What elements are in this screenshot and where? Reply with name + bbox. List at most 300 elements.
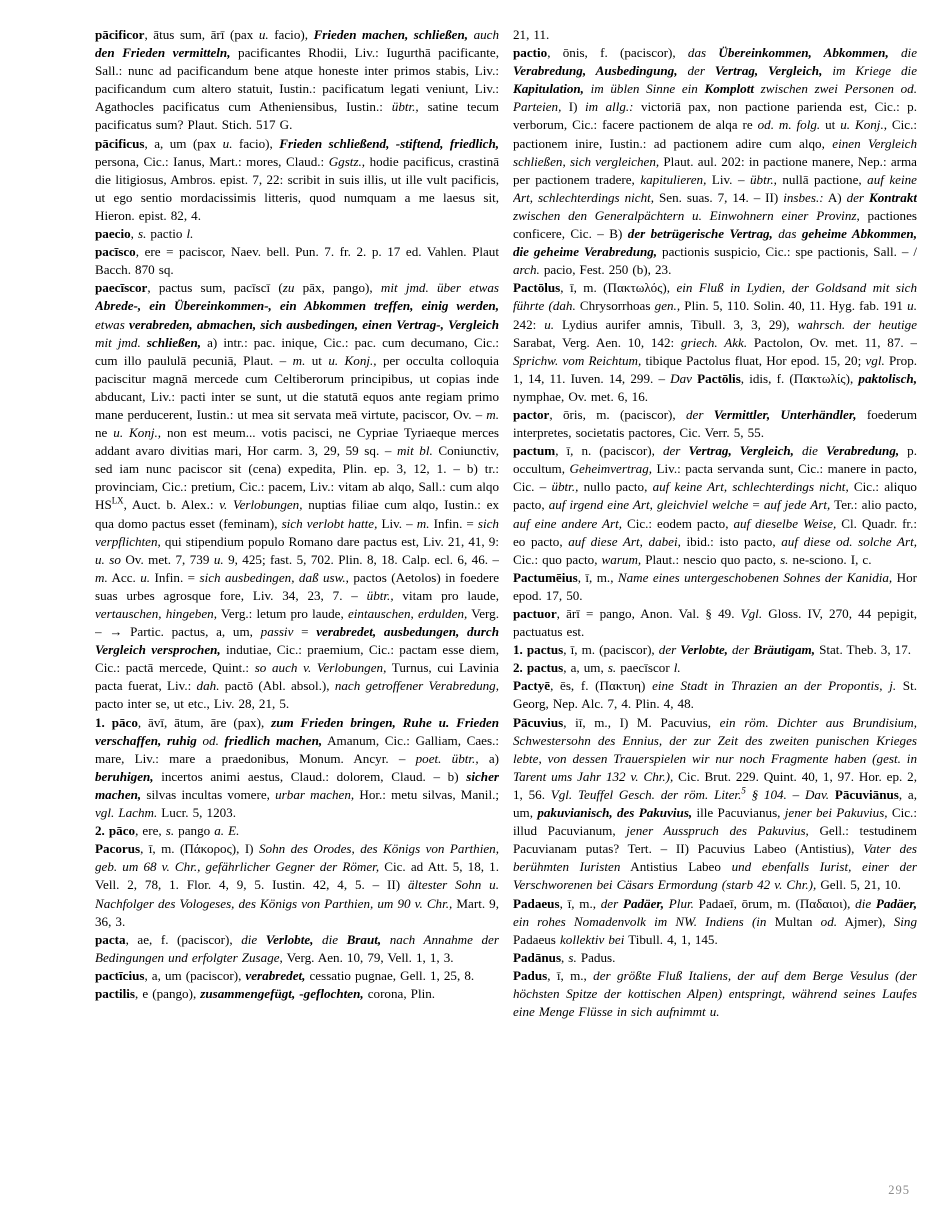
- entry-text-segment: indutiae, Cic.: praemium, Cic.: pactam esse diem, Cic.: pactā mercede, Quint.:: [95, 642, 499, 676]
- dictionary-entry: [513, 659, 917, 677]
- entry-text-segment: a. E.: [214, 823, 240, 839]
- entry-text-segment: m.: [95, 569, 108, 585]
- entry-text-segment: pactuor: [513, 606, 557, 621]
- entry-text-segment: pactio: [146, 226, 187, 242]
- entry-text-segment: =: [293, 624, 317, 640]
- entry-text-segment: Cic.: eodem pacto,: [622, 515, 734, 531]
- entry-text-segment: Verg. – → Partic. pactus, a, um,: [95, 606, 499, 640]
- entry-text-segment: griech. Akk.: [680, 334, 748, 350]
- entry-text-segment: ut: [305, 352, 329, 368]
- entry-text-segment: 1. pactus: [513, 642, 564, 658]
- entry-text-segment: den Frieden vermitteln,: [95, 45, 231, 61]
- entry-text-segment: Pactōlis: [697, 370, 741, 386]
- entry-text-segment: pāx, pango),: [294, 280, 381, 296]
- entry-text-segment: s.: [137, 226, 147, 242]
- entry-text-segment: , ārī = pango, Anon. Val. § 49.: [556, 606, 741, 621]
- entry-text-segment: Sprichw. vom Reichtum,: [513, 352, 642, 368]
- entry-text-segment: Verg. Aen. 10, 79, Vell. 1, 1, 3.: [282, 949, 454, 965]
- entry-text-segment: pactos (Aetolos) in foedere suas urbes agrosque fore, Liv. 34, 23, 7. –: [95, 569, 499, 603]
- entry-text-segment: , ēs, f. (Πακτυη): [550, 678, 653, 694]
- entry-text-segment: Hor epod. 17, 50.: [513, 569, 917, 603]
- entry-text-segment: übtr.,: [391, 99, 419, 115]
- entry-text-segment: , ōnis, f. (paciscor),: [547, 45, 688, 61]
- entry-text-segment: Cic. Brut. 229. Quint. 40, 1, 97. Hor. ep. 2, 1, 56.: [513, 768, 917, 802]
- entry-text-segment: a): [478, 750, 499, 766]
- dictionary-entry: [95, 714, 499, 823]
- dictionary-entry: [95, 279, 499, 713]
- entry-text-segment: jener bei Pakuvius,: [784, 805, 888, 821]
- entry-text-segment: , ī, n. (paciscor),: [555, 443, 663, 459]
- entry-text-segment: auf keine Art, schlechterdings nicht,: [652, 479, 849, 495]
- dictionary-entry: [513, 714, 917, 895]
- entry-text-segment: tibique Pactolus fluat, Hor epod. 15, 20;: [641, 352, 866, 368]
- entry-text-segment: Cic.: illud Pacuvianum,: [513, 805, 917, 839]
- entry-text-segment: u.: [907, 298, 917, 314]
- entry-text-segment: u. Konj.,: [840, 117, 887, 133]
- entry-text-segment: beruhigen,: [95, 768, 154, 784]
- entry-text-segment: jener Ausspruch des Pakuvius,: [626, 823, 809, 839]
- entry-text-segment: , pactus sum, pacīscī (: [147, 280, 283, 296]
- entry-text-segment: Sing: [893, 913, 917, 929]
- entry-text-segment: Plaut.: nescio quo pacto,: [641, 551, 781, 567]
- entry-text-segment: facio),: [232, 135, 280, 151]
- entry-text-segment: pacīsco: [95, 244, 136, 260]
- entry-text-segment: ,: [561, 949, 569, 965]
- entry-text-segment: die: [855, 895, 876, 911]
- entry-text-segment: facio),: [268, 27, 314, 42]
- entry-text-segment: ut: [820, 117, 841, 133]
- entry-text-segment: Komplott: [704, 81, 754, 97]
- entry-text-segment: pactilis: [95, 985, 136, 1001]
- entry-text-segment: Cic. ad Att. 5, 18, 1. Vell. 2, 78, 1. Flor. 4, 9, 5. Iustin. 42, 4, 5. – II): [95, 859, 499, 893]
- entry-text-segment: die: [888, 45, 917, 61]
- entry-text-segment: s.: [568, 949, 577, 965]
- entry-text-segment: 5: [741, 785, 746, 796]
- entry-text-segment: u.: [258, 27, 269, 42]
- entry-text-segment: kapitulieren,: [640, 171, 707, 187]
- entry-text-segment: Hor.: metu silvas, Manil.;: [354, 786, 499, 802]
- entry-text-segment: ältester Sohn u. Nachfolger des Vologeses, des Königs von Parthien, um 90 v. Chr.,: [95, 877, 499, 911]
- entry-text-segment: non est meum... votis pacisci, ne Cypriae Tyriaeque merces addant avaro divitias mari, Hor carm. 3, 29, 59 sq. –: [95, 425, 499, 459]
- entry-text-segment: –: [786, 786, 805, 802]
- entry-text-segment: paecio: [95, 226, 131, 242]
- entry-text-segment: Gell.: testudinem Pacuvianam putas? Tert. – II) Pacuvius Labeo (Antistius),: [513, 823, 917, 857]
- entry-text-segment: warum,: [601, 551, 642, 567]
- entry-text-segment: auf diese od. solche Art,: [781, 533, 917, 549]
- entry-text-segment: das: [772, 226, 802, 242]
- entry-text-segment: Infin. =: [150, 569, 200, 585]
- entry-text-segment: poet. übtr.,: [415, 750, 479, 766]
- entry-text-segment: u.: [140, 569, 151, 585]
- entry-text-segment: zwischen zwei Personen od. Parteien,: [513, 81, 917, 115]
- entry-text-segment: das: [687, 45, 719, 61]
- entry-text-segment: Infin. =: [429, 515, 478, 531]
- entry-text-segment: Ter.: alio pacto,: [830, 497, 917, 513]
- entry-text-segment: ein Fluß in Lydien, der Goldsand mit sich führte (dah.: [513, 280, 917, 314]
- entry-text-segment: od. m. folg.: [757, 117, 821, 133]
- entry-text-segment: pacta: [95, 931, 126, 947]
- entry-text-segment: j.: [889, 678, 897, 694]
- entry-text-segment: Verlobte,: [680, 642, 728, 658]
- entry-text-segment: Vater des berühmten Iuristen: [513, 841, 917, 875]
- entry-text-segment: persona, Cic.: Ianus, Mart.: mores, Claud.:: [95, 153, 329, 169]
- entry-text-segment: geheime Abkommen, die geheime Verabredung,: [513, 226, 917, 260]
- entry-text-segment: Multan: [766, 913, 821, 929]
- entry-text-segment: 9, 425; fast. 5, 702. Plin. 8, 18. Calp. ecl. 6, 46. –: [223, 551, 499, 567]
- entry-text-segment: Verlobte,: [265, 931, 314, 947]
- entry-text-segment: , a, um (pax: [144, 135, 223, 151]
- entry-text-segment: der: [846, 189, 869, 205]
- entry-text-segment: pactō (Abl. absol.),: [219, 678, 335, 694]
- dictionary-entry: [95, 135, 499, 225]
- entry-text-segment: Padäer,: [622, 895, 665, 911]
- entry-text-segment: ibid.: isto pacto,: [680, 533, 782, 549]
- entry-text-segment: u. Konj.,: [113, 425, 162, 441]
- entry-text-segment: zu: [282, 280, 295, 296]
- entry-text-segment: m.: [486, 406, 499, 422]
- entry-text-segment: Pactolon, Ov. met. 11, 87. –: [747, 334, 917, 350]
- entry-text-segment: , ī, m.,: [559, 895, 601, 911]
- entry-text-segment: foederum interpretes, societatis pactores, Cic. Verr. 5, 55.: [513, 406, 917, 441]
- entry-text-segment: Vgl. Teuffel Gesch. der röm. Liter.: [550, 786, 742, 802]
- entry-text-segment: Padäer,: [875, 895, 917, 911]
- entry-text-segment: Coniunctiv, sed iam nunc paciscor sit (cena) expedita, Plin. ep. 3, 12, 1. – b) tr.: provinciam, Cic.: pretium, Cic.: pacem, Liv.: vitam ab alqo, Sall.: cum alqo HS: [95, 443, 499, 513]
- entry-text-segment: , ae, f. (paciscor),: [125, 931, 242, 947]
- entry-text-segment: Gloss. IV, 270, 44 pepigit, pactuatus est.: [513, 606, 917, 640]
- entry-text-segment: verabredet, ausbedungen, durch Vergleich versprochen,: [95, 624, 499, 658]
- entry-text-segment: vgl. Lachm.: [95, 805, 158, 821]
- entry-text-segment: Cic.: pactionem inire, Iustin.: ad pactionem adire cum alqo,: [513, 117, 917, 151]
- entry-text-segment: der: [677, 63, 715, 79]
- entry-text-segment: Kontrakt: [868, 189, 917, 205]
- entry-text-segment: Lydius aurifer amnis, Tibull. 3, 3, 29),: [554, 316, 798, 332]
- entry-text-segment: Sarabat, Verg. Aen. 10, 142:: [513, 334, 681, 350]
- entry-text-segment: Gell. 5, 21, 10.: [816, 877, 901, 893]
- entry-text-segment: Verabredung,: [826, 443, 900, 459]
- entry-text-segment: der: [685, 406, 714, 422]
- entry-text-segment: auf keine Art, schlechterdings nicht,: [513, 171, 917, 205]
- entry-text-segment: Ggstz.,: [328, 153, 366, 169]
- entry-text-segment: Plaut. aul. 202: in pactione manere, Nep.: arma per pactionem tradere,: [513, 153, 917, 187]
- entry-text-segment: incertos animi aestus, Claud.: dolorem, Claud. – b): [153, 768, 467, 784]
- entry-text-segment: nach getroffener Verabredung,: [334, 678, 499, 694]
- entry-text-segment: l.: [673, 660, 681, 676]
- dictionary-entry: [95, 985, 499, 1003]
- dictionary-entry: [95, 840, 499, 930]
- entry-text-segment: I): [561, 99, 585, 115]
- entry-text-segment: mit bl.: [396, 443, 433, 459]
- entry-text-segment: übtr.,: [551, 479, 579, 495]
- entry-text-segment: der: [662, 443, 689, 459]
- left-column: [95, 26, 499, 1021]
- entry-text-segment: s.: [165, 823, 175, 839]
- entry-text-segment: einen Vergleich schließen, sich vergleichen,: [513, 135, 917, 169]
- dictionary-entry: [513, 641, 917, 659]
- entry-text-segment: satine tecum pacificatus sum? Plaut. Stich. 517 G.: [95, 99, 499, 133]
- entry-text-segment: pacificantes Rhodii, Liv.: Iugurthā pacificante, Sall.: nunc ad pacificandum bene atque honeste inter primos stabis, Liv.: pacificandum cum altero statuit, Iustin.: pacificatum legati veniunt, Liv.: Agathocles pacificatus cum Atheniensibus, Iustin.:: [95, 45, 499, 115]
- entry-text-segment: die: [313, 931, 347, 947]
- entry-text-segment: u.: [213, 551, 224, 567]
- entry-text-segment: Liv. –: [377, 515, 417, 531]
- entry-text-segment: urbar machen,: [275, 786, 355, 802]
- entry-text-segment: pactiones conficere, Cic. – B): [513, 207, 917, 242]
- entry-text-segment: ne-sciono. I, c.: [788, 551, 872, 567]
- entry-text-segment: sich ausbedingen, daß usw.,: [199, 569, 349, 585]
- entry-text-segment: kollektiv bei: [559, 931, 625, 947]
- right-column: [513, 26, 917, 1021]
- entry-text-segment: Tibull. 4, 1, 145.: [624, 931, 718, 947]
- dictionary-entry: [513, 967, 917, 1021]
- dictionary-entry: [95, 822, 499, 840]
- entry-text-segment: corona, Plin.: [363, 985, 436, 1001]
- dictionary-entry: [513, 442, 917, 569]
- dictionary-entry: [513, 279, 917, 406]
- entry-text-segment: vgl.: [865, 352, 885, 368]
- entry-text-segment: s.: [607, 660, 617, 676]
- entry-text-segment: qui stipendium populo Romano dare pactus est, Liv. 21, 41, 9:: [160, 533, 499, 549]
- entry-text-segment: Vertrag, Vergleich,: [688, 443, 794, 459]
- entry-text-segment: der: [727, 642, 754, 658]
- entry-text-segment: Bräutigam,: [753, 642, 816, 658]
- entry-text-segment: paecīscor: [616, 660, 674, 676]
- entry-text-segment: paecīscor: [95, 280, 148, 296]
- text-columns: [95, 26, 917, 1021]
- entry-text-segment: nymphae, Ov. met. 6, 16.: [513, 388, 649, 404]
- entry-text-segment: nullā pactione,: [776, 171, 868, 187]
- entry-text-segment: eine Stadt in Thrazien an der Propontis,: [652, 678, 883, 694]
- entry-text-segment: 1. pāco: [95, 714, 138, 730]
- entry-text-segment: u. Konj.,: [328, 352, 377, 368]
- entry-text-segment: Name eines untergeschobenen Sohnes der Kanidia,: [617, 569, 893, 585]
- entry-text-segment: v. Verlobungen,: [219, 497, 303, 513]
- entry-text-segment: Ajmer),: [837, 913, 894, 929]
- entry-text-segment: ille Pacuvianus,: [692, 805, 785, 821]
- entry-text-segment: der: [658, 642, 681, 658]
- entry-text-segment: so auch v. Verlobungen,: [254, 660, 387, 676]
- entry-text-segment: Antistius Labeo: [620, 859, 732, 875]
- entry-text-segment: a) intr.: pac. inique, Cic.: pac. cum decumano, Cic.: cum illo paululā pecuniā, Plaut. –: [95, 334, 499, 368]
- entry-text-segment: Dav: [670, 370, 692, 386]
- entry-text-segment: Liv. –: [706, 171, 750, 187]
- entry-text-segment: Frieden schließend, -stiftend, friedlich,: [279, 135, 499, 151]
- entry-text-segment: Vgl.: [740, 606, 763, 621]
- entry-text-segment: sich verpflichten,: [95, 515, 499, 549]
- entry-text-segment: pācificor: [95, 27, 145, 42]
- entry-text-segment: und ebenfalls Iurist, einer der Verschworenen bei Cäsars Ermordung (starb 42 v. Chr.),: [513, 859, 917, 893]
- entry-text-segment: Acc.: [107, 569, 141, 585]
- entry-text-segment: sicher machen,: [95, 768, 499, 802]
- entry-text-segment: Pactōlus: [513, 280, 561, 296]
- entry-text-segment: , a, um (paciscor),: [144, 967, 246, 983]
- entry-text-segment: Prop. 1, 14, 11. Iuven. 14, 299. –: [513, 352, 917, 386]
- entry-text-segment: Cic.: aliquo pacto,: [513, 479, 917, 513]
- entry-text-segment: pakuvianisch, des Pakuvius,: [537, 805, 693, 821]
- entry-text-segment: übtr.,: [366, 587, 394, 603]
- entry-text-segment: passiv: [260, 624, 294, 640]
- entry-text-segment: m.: [416, 515, 430, 531]
- entry-text-segment: schließen,: [146, 334, 202, 350]
- entry-text-segment: , idis, f. (Πακτωλίς),: [740, 370, 859, 386]
- entry-text-segment: Sen. suas. 7, 14. – II): [654, 189, 784, 205]
- dictionary-entry: [513, 605, 917, 641]
- entry-text-segment: per occulta colloquia paciscitur magnā mercede cum Celtiberorum principibus, ut copias inde abducant, Liv.: pacti inter se sunt, ut die statutā equos ante regiam primo mane perducerent, Iustin.: ut mea sit servata meā virtute, paciscor, Ov. –: [95, 352, 499, 422]
- entry-text-segment: LX: [111, 496, 124, 507]
- entry-text-segment: , a, um,: [563, 660, 608, 676]
- entry-text-segment: auf jede Art,: [763, 497, 831, 513]
- entry-text-segment: im allg.:: [584, 99, 634, 115]
- entry-text-segment: Vermittler, Unterhändler,: [713, 406, 857, 422]
- entry-text-segment: pactīcius: [95, 967, 145, 983]
- entry-text-segment: vertauschen, hingeben,: [95, 606, 217, 621]
- entry-text-segment: Padaeus: [513, 931, 560, 947]
- entry-text-segment: Amanum, Cic.: Galliam, Caes.: mare, Liv.: mare a praedonibus, Monum. Ancyr. –: [95, 732, 499, 766]
- entry-text-segment: Übereinkommen, Abkommen,: [718, 45, 889, 61]
- entry-text-segment: pacto inter se, ut etc., Liv. 28, 21, 5.: [95, 696, 290, 712]
- entry-text-segment: , ere = paciscor, Naev. bell. Pun. 7. fr. 2. p. 17 ed. Vahlen. Plaut Bacch. 870 sq.: [95, 244, 499, 278]
- entry-text-segment: , a, um,: [513, 786, 917, 821]
- entry-text-segment: auf diese Art, dabei,: [568, 533, 681, 549]
- entry-text-segment: cessatio pugnae, Gell. 1, 25, 8.: [305, 967, 475, 983]
- entry-text-segment: auf dieselbe Weise,: [733, 515, 837, 531]
- entry-text-segment: 2. pactus: [513, 660, 564, 676]
- entry-text-segment: zusammengefügt, -geflochten,: [200, 985, 364, 1001]
- entry-text-segment: ein rohes Nomadenvolk im NW. Indiens (in: [513, 913, 767, 929]
- entry-text-segment: Plur.: [664, 895, 694, 911]
- entry-text-segment: Frieden machen, schließen,: [313, 27, 469, 42]
- entry-text-segment: Pacorus: [95, 841, 141, 857]
- entry-text-segment: verabreden, abmachen, sich ausbedingen, einen Vertrag-, Vergleich: [129, 316, 499, 332]
- entry-text-segment: Padaeus: [513, 895, 560, 911]
- entry-text-segment: , ātus sum, ārī (pax: [144, 27, 259, 42]
- entry-text-segment: wahrsch. der heutige: [797, 316, 917, 332]
- entry-text-segment: Dav.: [804, 786, 830, 802]
- entry-text-segment: mit jmd. über etwas: [380, 280, 499, 296]
- entry-text-segment: friedlich machen,: [224, 732, 323, 748]
- entry-text-segment: u.: [222, 135, 233, 151]
- entry-text-segment: Liv.: pacta servanda sunt, Cic.: manere in pacto, Cic. –: [513, 461, 917, 495]
- dictionary-entry: [95, 967, 499, 985]
- entry-text-segment: auf eine andere Art,: [513, 515, 623, 531]
- entry-text-segment: , ōris, m. (paciscor),: [549, 406, 686, 422]
- entry-text-segment: Mart. 9, 36, 3.: [95, 895, 499, 929]
- entry-text-segment: Stat. Theb. 3, 17.: [815, 642, 912, 658]
- entry-text-segment: dah.: [196, 678, 220, 694]
- entry-text-segment: , Auct. b. Alex.:: [123, 497, 220, 513]
- dictionary-entry: [513, 44, 917, 279]
- entry-text-segment: , āvī, ātum, āre (pax),: [137, 714, 272, 730]
- entry-text-segment: ,: [130, 226, 138, 242]
- entry-text-segment: pactionis suspicio, Cic.: spe pactionis, Sall. – /: [657, 244, 917, 260]
- entry-text-segment: 21, 11.: [513, 27, 550, 42]
- dictionary-entry: [513, 895, 917, 949]
- entry-text-segment: zwischen den Generalpächtern u. Einwohnern einer Provinz,: [513, 207, 860, 223]
- entry-text-segment: die: [793, 443, 827, 459]
- entry-text-segment: victoriā pax, non pactione parienda est, Cic.: p. verborum, Cic.: facere pactionem de alqa re: [513, 99, 917, 133]
- entry-text-segment: Cl. Quadr. fr.: eo pacto,: [513, 515, 917, 549]
- entry-text-segment: gen.,: [654, 298, 681, 314]
- entry-text-segment: , ī, m. (paciscor),: [563, 642, 659, 658]
- entry-text-segment: nach Annahme der Bedingungen und erfolgter Zusage,: [95, 931, 499, 965]
- entry-text-segment: m.: [292, 352, 306, 368]
- entry-text-segment: pacio, Fest. 250 (b), 23.: [539, 262, 672, 278]
- entry-text-segment: , ī, m. (Πάκορος), I): [140, 841, 259, 857]
- entry-text-segment: der: [600, 895, 623, 911]
- dictionary-entry: [95, 243, 499, 279]
- entry-text-segment: =: [748, 497, 764, 513]
- entry-text-segment: , e (pango),: [135, 985, 201, 1001]
- entry-text-segment: l.: [186, 226, 194, 242]
- entry-text-segment: , ī, m. (Πακτωλός),: [560, 280, 677, 296]
- entry-text-segment: Turnus, cui Lavinia pacta fuerat, Liv.:: [95, 660, 499, 694]
- entry-text-segment: Geheimvertrag,: [569, 461, 653, 477]
- entry-text-segment: pactum: [513, 443, 556, 459]
- entry-text-segment: Abrede-, ein Übereinkommen-, ein Abkommen treffen, einig werden,: [95, 298, 499, 314]
- entry-text-segment: u.: [544, 316, 555, 332]
- dictionary-entry: [95, 26, 499, 135]
- dictionary-entry: [513, 677, 917, 713]
- entry-text-segment: auf irgend eine Art, gleichviel welche: [548, 497, 749, 513]
- entry-text-segment: , ī, m.,: [577, 569, 618, 585]
- entry-text-segment: silvas incultas vomere,: [141, 786, 276, 802]
- entry-text-segment: ne: [95, 425, 114, 441]
- entry-text-segment: verabredet,: [245, 967, 306, 983]
- entry-text-segment: A): [823, 189, 847, 205]
- entry-text-segment: 242:: [513, 316, 545, 332]
- page-number: 295: [888, 1183, 910, 1197]
- entry-text-segment: ein röm. Dichter aus Brundisium, Schwestersohn des Ennius, der zur Zeit des zweiten punischen Krieges lebte, von dessen Trauerspielen wir nur noch Fragmente haben (gest. in Tarent ums Jahr 132 v. Chr.),: [513, 714, 917, 784]
- entry-text-segment: der größte Fluß Italiens, der auf dem Berge Vesulus (der höchsten Spitze der kottischen Alpen) entspringt, während seines Laufes eine Menge Flüsse in sich aufnimmt u.: [513, 967, 917, 1020]
- entry-text-segment: nullo pacto,: [578, 479, 653, 495]
- entry-text-segment: pactor: [513, 406, 550, 422]
- entry-text-segment: im üblen Sinne ein: [583, 81, 705, 97]
- entry-text-segment: , iī, m., I) M. Pacuvius,: [563, 714, 720, 730]
- entry-text-segment: od.: [820, 913, 838, 929]
- entry-text-segment: sich verlobt hatte,: [281, 515, 378, 531]
- entry-text-segment: Plin. 5, 110. Solin. 40, 11. Hyg. fab. 191: [680, 298, 908, 314]
- entry-text-segment: etwas: [95, 316, 130, 332]
- entry-text-segment: Lucr. 5, 1203.: [157, 805, 236, 821]
- dictionary-entry: [95, 931, 499, 967]
- entry-text-segment: pango: [174, 823, 215, 839]
- entry-text-segment: zum Frieden bringen, Ruhe u. Frieden verschaffen, ruhig: [95, 714, 499, 748]
- entry-text-segment: § 104.: [745, 786, 787, 802]
- entry-text-segment: im Kriege die: [822, 63, 917, 79]
- entry-text-segment: hodie pacificus, crastinā die litigiosus, Ambros. epist. 7, 22: scribit in suis illis, ut ille vult pacificis, ut ego sentio mordacissimis litteris, quod numquam a me laesus sit, Hieron. epist. 82, 4.: [95, 153, 499, 223]
- entry-text-segment: St. Georg, Nep. Alc. 7, 4. Plin. 4, 48.: [513, 678, 917, 712]
- entry-text-segment: , ere,: [135, 823, 166, 839]
- entry-text-segment: Braut,: [346, 931, 382, 947]
- entry-text-segment: Sohn des Orodes, des Königs von Parthien, geb. um 68 v. Chr., gefährlicher Gegner der Römer,: [95, 841, 499, 875]
- entry-text-segment: , ī, m.,: [547, 967, 594, 983]
- dictionary-entry: [95, 225, 499, 243]
- entry-text-segment: die: [241, 931, 266, 947]
- entry-text-segment: mit jmd.: [95, 334, 147, 350]
- entry-text-segment: Cic.: quo pacto,: [513, 551, 602, 567]
- entry-text-segment: Verabredung, Ausbedingung,: [513, 63, 678, 79]
- dictionary-entry: [513, 569, 917, 605]
- entry-text-segment: übtr.,: [749, 171, 777, 187]
- entry-text-segment: od.: [202, 732, 225, 748]
- dictionary-entry: [513, 949, 917, 967]
- entry-text-segment: Pactumēius: [513, 569, 578, 585]
- entry-text-segment: Padus.: [576, 949, 616, 965]
- entry-text-segment: Ov. met. 7, 739: [120, 551, 214, 567]
- entry-text-segment: insbes.:: [783, 189, 824, 205]
- entry-text-segment: der betrügerische Vertrag,: [627, 226, 773, 242]
- entry-text-segment: Kapitulation,: [513, 81, 584, 97]
- entry-text-segment: Verg.: letum pro laude,: [216, 606, 348, 621]
- entry-text-segment: p. occultum,: [513, 443, 917, 477]
